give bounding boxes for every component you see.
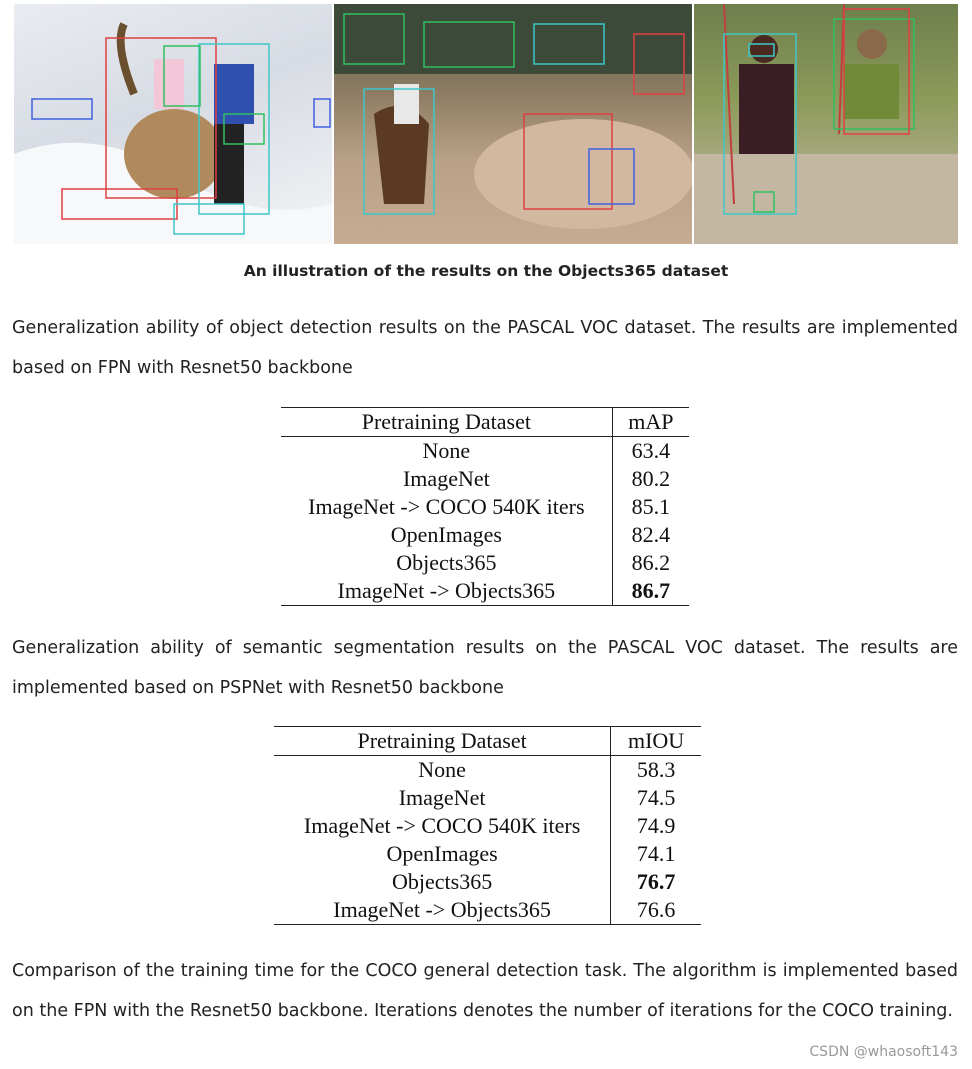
dataset-cell: ImageNet -> COCO 540K iters xyxy=(303,813,581,838)
detection-image-swing xyxy=(694,4,958,244)
table-row xyxy=(274,868,701,896)
value-cell: 76.6 xyxy=(611,896,701,925)
table-row xyxy=(281,521,689,549)
detection-image-arena xyxy=(334,4,692,244)
table-row xyxy=(281,437,689,466)
dataset-cell: None xyxy=(418,757,466,782)
paragraph-training-time: Comparison of the training time for the COCO general detection task. The algorithm is implemented based on the FPN with the Resnet50 backbone. Iterations denotes the number of iterations for the COCO training. xyxy=(12,961,958,1021)
dataset-cell: Objects365 xyxy=(391,869,493,894)
value-cell: 58.3 xyxy=(611,756,701,785)
result-figure xyxy=(14,4,958,244)
table-segmentation-miou xyxy=(274,726,701,925)
paragraph-detection: Generalization ability of object detection results on the PASCAL VOC dataset. The results are implemented based on FPN with Resnet50 backbone xyxy=(12,318,958,378)
table-row xyxy=(281,549,689,577)
table-row xyxy=(274,896,701,925)
dataset-cell: ImageNet xyxy=(398,785,486,810)
value-cell: 74.1 xyxy=(611,840,701,868)
value-cell: 82.4 xyxy=(612,521,689,549)
value-cell: 86.2 xyxy=(612,549,689,577)
figure-caption: An illustration of the results on the Objects365 dataset xyxy=(243,262,729,280)
header-dataset: Pretraining Dataset xyxy=(357,728,527,753)
arena-scene-drawing xyxy=(334,4,692,244)
table-row xyxy=(281,577,689,606)
value-cell: 80.2 xyxy=(612,465,689,493)
table-row xyxy=(281,493,689,521)
table-header-row xyxy=(281,408,689,437)
table-row xyxy=(274,784,701,812)
paragraph-segmentation: Generalization ability of semantic segmentation results on the PASCAL VOC dataset. The results are implemented based on PSPNet with Resnet50 backbone xyxy=(12,638,958,698)
dataset-cell: OpenImages xyxy=(386,841,498,866)
table-row xyxy=(274,812,701,840)
header-dataset: Pretraining Dataset xyxy=(361,409,531,434)
value-cell: 63.4 xyxy=(612,437,689,466)
dataset-cell: ImageNet -> Objects365 xyxy=(337,578,556,603)
value-cell: 85.1 xyxy=(612,493,689,521)
header-metric: mAP xyxy=(612,408,689,437)
value-cell: 74.9 xyxy=(611,812,701,840)
table-row xyxy=(274,840,701,868)
dataset-cell: None xyxy=(422,438,471,463)
table-row xyxy=(274,756,701,785)
swing-scene-drawing xyxy=(694,4,958,244)
value-cell: 86.7 xyxy=(612,577,689,606)
header-metric: mIOU xyxy=(611,727,701,756)
dataset-cell: ImageNet xyxy=(402,466,490,491)
value-cell: 76.7 xyxy=(611,868,701,896)
dataset-cell: ImageNet -> COCO 540K iters xyxy=(308,494,585,519)
dataset-cell: Objects365 xyxy=(396,550,497,575)
dataset-cell: ImageNet -> Objects365 xyxy=(333,897,551,922)
table-header-row xyxy=(274,727,701,756)
snow-scene-drawing xyxy=(14,4,332,244)
dataset-cell: OpenImages xyxy=(390,522,502,547)
value-cell: 74.5 xyxy=(611,784,701,812)
watermark: CSDN @whaosoft143 xyxy=(809,1044,958,1060)
table-detection-map xyxy=(281,407,689,606)
detection-image-snow xyxy=(14,4,332,244)
table-row xyxy=(281,465,689,493)
